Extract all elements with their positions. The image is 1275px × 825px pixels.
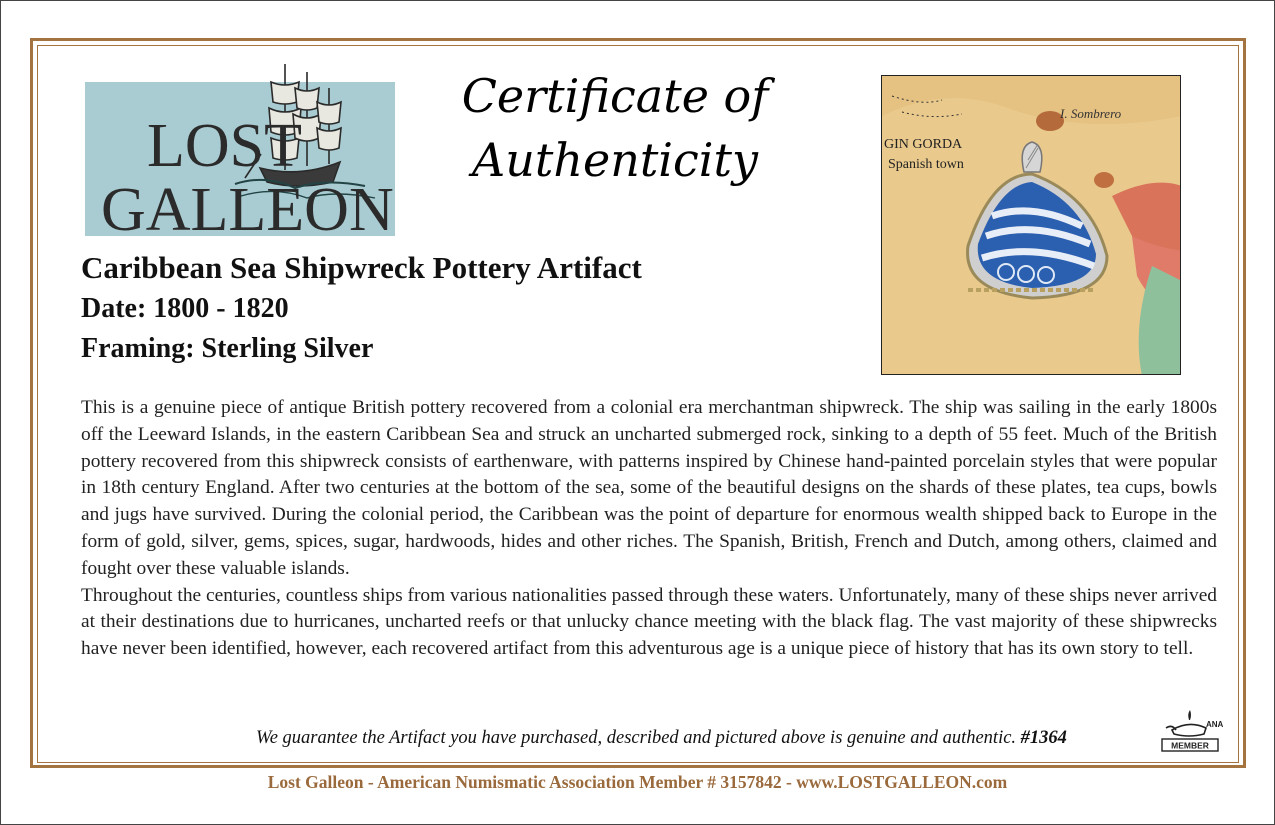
certificate-title	[430, 64, 800, 192]
guarantee-text: We guarantee the Artifact you have purchased, described and pictured above is genuine and authentic.	[256, 728, 1017, 748]
artifact-title: Caribbean Sea Shipwreck Pottery Artifact	[81, 250, 642, 285]
certificate-title-line-2: Authenticity	[472, 133, 758, 187]
artifact-date: Date: 1800 - 1820	[81, 293, 289, 324]
description-paragraph-1: This is a genuine piece of antique British pottery recovered from a colonial era merchantman shipwreck. The ship was sailing in the early 1800s off the Leeward Islands, in the eastern Caribbean Sea and struck an uncharted submerged rock, sinking to a depth of 55 feet. Much of the British pottery recovered from this shipwreck consists of earthenware, with patterns inspired by Chinese hand-painted porcelain styles that were popular in 18th century England. After two centuries at the bottom of the sea, some of the beautiful designs on the shards of these plates, tea cups, bowls and jugs have survived. During the colonial period, the Caribbean was the point of departure for enormous wealth shipped back to Europe in the form of gold, silver, gems, spices, sugar, hardwoods, hides and other riches. The Spanish, British, French and Dutch, among others, claimed and fought over these valuable islands.	[81, 397, 1217, 579]
footer: Lost Galleon - American Numismatic Association Member # 3157842 - www.LOSTGALLEON.com	[267, 772, 1008, 792]
guarantee-line	[256, 728, 1067, 749]
artifact-photo	[881, 75, 1181, 375]
ana-member-label: MEMBER	[1171, 740, 1209, 751]
ana-member-badge	[1154, 706, 1224, 754]
certificate-title-line-1: Certificate of	[461, 69, 769, 123]
logo-line-1: LOST	[147, 112, 302, 180]
map-label-gorda: GIN GORDA	[884, 137, 963, 152]
ana-abbr: ANA	[1206, 720, 1224, 729]
lamp-icon	[1166, 710, 1206, 736]
description	[81, 395, 1217, 663]
map-label-sombrero: I. Sombrero	[1060, 106, 1122, 121]
map-label-town: Spanish town	[888, 157, 964, 172]
lost-galleon-logo	[85, 58, 395, 236]
certificate-number: #1364	[1020, 728, 1067, 748]
artifact-framing: Framing: Sterling Silver	[81, 333, 374, 364]
description-paragraph-2: Throughout the centuries, countless ships from various nationalities passed through these waters. Unfortunately, many of these ships never arrived at their destinations due to hurricanes, uncharted reefs or that unlucky chance meeting with the black flag. The vast majority of these shipwrecks have never been identified, however, each recovered artifact from this adventurous age is a unique piece of history that has its own story to tell.	[81, 584, 1217, 660]
logo-line-2: GALLEON	[101, 176, 394, 236]
